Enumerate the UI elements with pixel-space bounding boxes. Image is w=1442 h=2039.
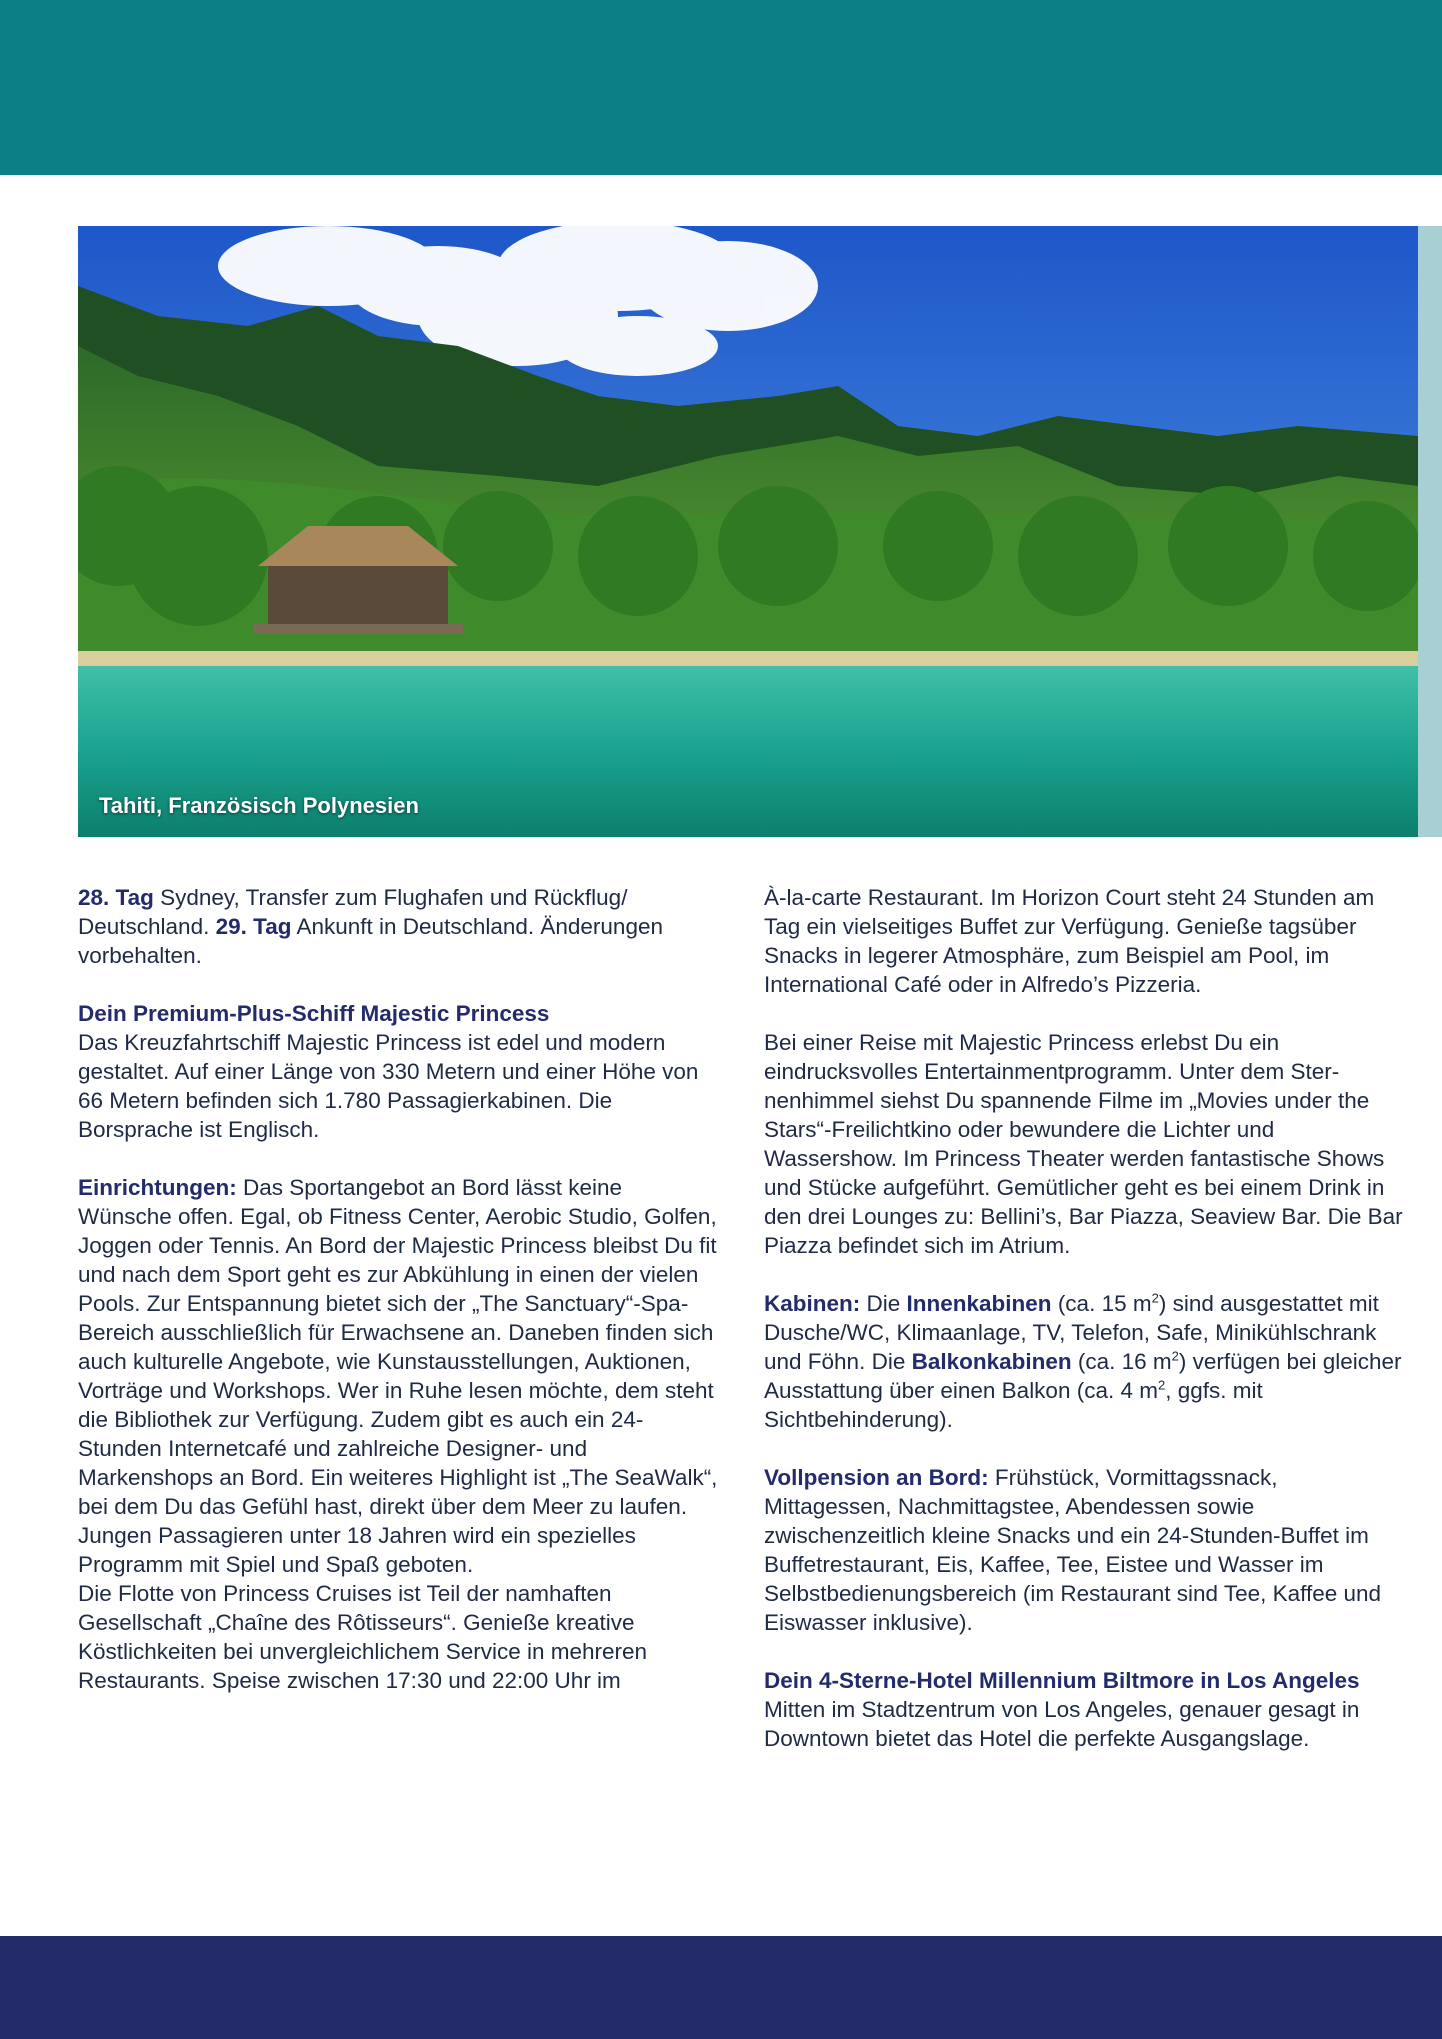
ship-heading: Dein Premium-Plus-Schiff Majestic Princess	[78, 1001, 550, 1026]
footer-band	[0, 1936, 1442, 2039]
board-section	[764, 1463, 1409, 1637]
cabins-label: Kabinen:	[764, 1291, 861, 1316]
right-text-column	[764, 883, 1409, 1753]
restaurant-paragraph: Die Flotte von Princess Cruises ist Teil der namhaften Gesellschaft „Chaîne des Rôtisseurs“. Genieße kreative Köstlichkeiten bei unvergleichlichem Service in mehreren Restaurants. Speise zwischen 17:30 und 22:00 Uhr im	[78, 1581, 648, 1693]
hotel-section	[764, 1666, 1409, 1753]
entertainment-paragraph: Bei einer Reise mit Majestic Princess erlebst Du ein eindrucksvolles Entertainmentprogramm. Unter dem Sternenhimmel siehst Du spannende Filme im „Movies under the Stars“-Freilichtkino oder bewundere die Lichter und Wassershow. Im Princess Theater werden fantastische Shows und Stücke aufgeführt. Gemütlicher geht es bei einem Drink in den drei Lounges zu: Bellini’s, Bar Piazza, Seaview Bar. Die Bar Piazza befindet sich im Atrium.	[764, 1030, 1403, 1258]
facilities-label: Einrichtungen:	[78, 1175, 237, 1200]
ship-section	[78, 999, 718, 1144]
photo-caption: Tahiti, Französisch Polynesien	[99, 793, 419, 818]
inner-cabins-label: Innenkabinen	[906, 1291, 1052, 1316]
cabins-section: Kabinen: Die Innenkabinen (ca. 15 $m^2$) sind ausgestattet mit Dusche/WC, Klimaanlage, TV, Telefon, Safe, Minikühlschrank und Föhn. Die Balkonkabinen (ca. 16 $m^2$) verfügen bei gleicher Ausstattung über einen Balkon (ca. 4 $m^2$, ggfs. mit Sichtbehinderung).	[764, 1290, 1402, 1432]
board-label: Vollpension an Bord:	[764, 1465, 989, 1490]
left-text-column	[78, 883, 718, 1695]
balcony-cabins-label: Balkonkabinen	[911, 1349, 1072, 1374]
hotel-heading: Dein 4-Sterne-Hotel Millennium Biltmore in Los Angeles	[764, 1668, 1360, 1693]
itinerary-paragraph: 28. Tag Sydney, Transfer zum Flughafen und Rückflug/ Deutschland. 29. Tag Ankunft in Deutschland. Änderungen vorbehalten.	[78, 885, 663, 968]
dining-paragraph: À-la-carte Restaurant. Im Horizon Court steht 24 Stunden am Tag ein vielseitiges Buffet zur Verfügung. Genieße tagsüber Snacks in legerer Atmosphäre, zum Beispiel am Pool, im International Café oder in Alfredo’s Pizzeria.	[764, 885, 1375, 997]
day-label: 28. Tag	[78, 885, 154, 910]
side-accent-bar	[1418, 226, 1442, 837]
facilities-text: Das Sportangebot an Bord lässt keine Wünsche offen. Egal, ob Fitness Center, Aerobic Studio, Golfen, Joggen oder Tennis. An Bord der Majestic Princess bleibst Du fit und nach dem Sport geht es zur Abkühlung in einen der vielen Pools. Zur Entspannung bietet sich der „The Sanctuary“-Spa-Bereich ausschließlich für Erwachsene an. Daneben finden sich auch kulturelle Angebote, wie Kunstausstellungen, Auktionen, Vorträge und Workshops. Wer in Ruhe lesen möchte, dem steht die Bibliothek zur Verfügung. Zudem gibt es auch ein 24-Stunden Internetcafé und zahlreiche Designer- und Markenshops an Bord. Ein weiteres Highlight ist „The SeaWalk“, bei dem Du das Gefühl hast, direkt über dem Meer zu laufen. Jungen Passagieren unter 18 Jahren wird ein spezielles Programm mit Spiel und Spaß geboten.	[78, 1175, 718, 1577]
ship-text: Das Kreuzfahrtschiff Majestic Princess ist edel und modern gestaltet. Auf einer Länge von 330 Metern und einer Höhe von 66 Metern befinden sich 1.780 Passagierkabinen. Die Borsprache ist Englisch.	[78, 1030, 699, 1142]
board-text: Frühstück, Vormittagssnack, Mittagessen, Nachmittagstee, Abendessen sowie zwischenzeitlich kleine Snacks und ein 24-Stunden-Buffet im Buffetrestaurant, Eis, Kaffee, Tee, Eistee und Wasser im Selbstbedienungsbereich (im Restaurant sind Tee, Kaffee und Eiswasser inklusive).	[764, 1465, 1382, 1635]
hotel-text: Mitten im Stadtzentrum von Los Angeles, genauer gesagt in Downtown bietet das Hotel die perfekte Ausgangslage.	[764, 1697, 1360, 1751]
facilities-section	[78, 1173, 718, 1579]
hero-photo	[78, 226, 1418, 837]
day-label: 29. Tag	[215, 914, 292, 939]
tahiti-landscape-illustration	[78, 226, 1418, 837]
header-band	[0, 0, 1442, 175]
